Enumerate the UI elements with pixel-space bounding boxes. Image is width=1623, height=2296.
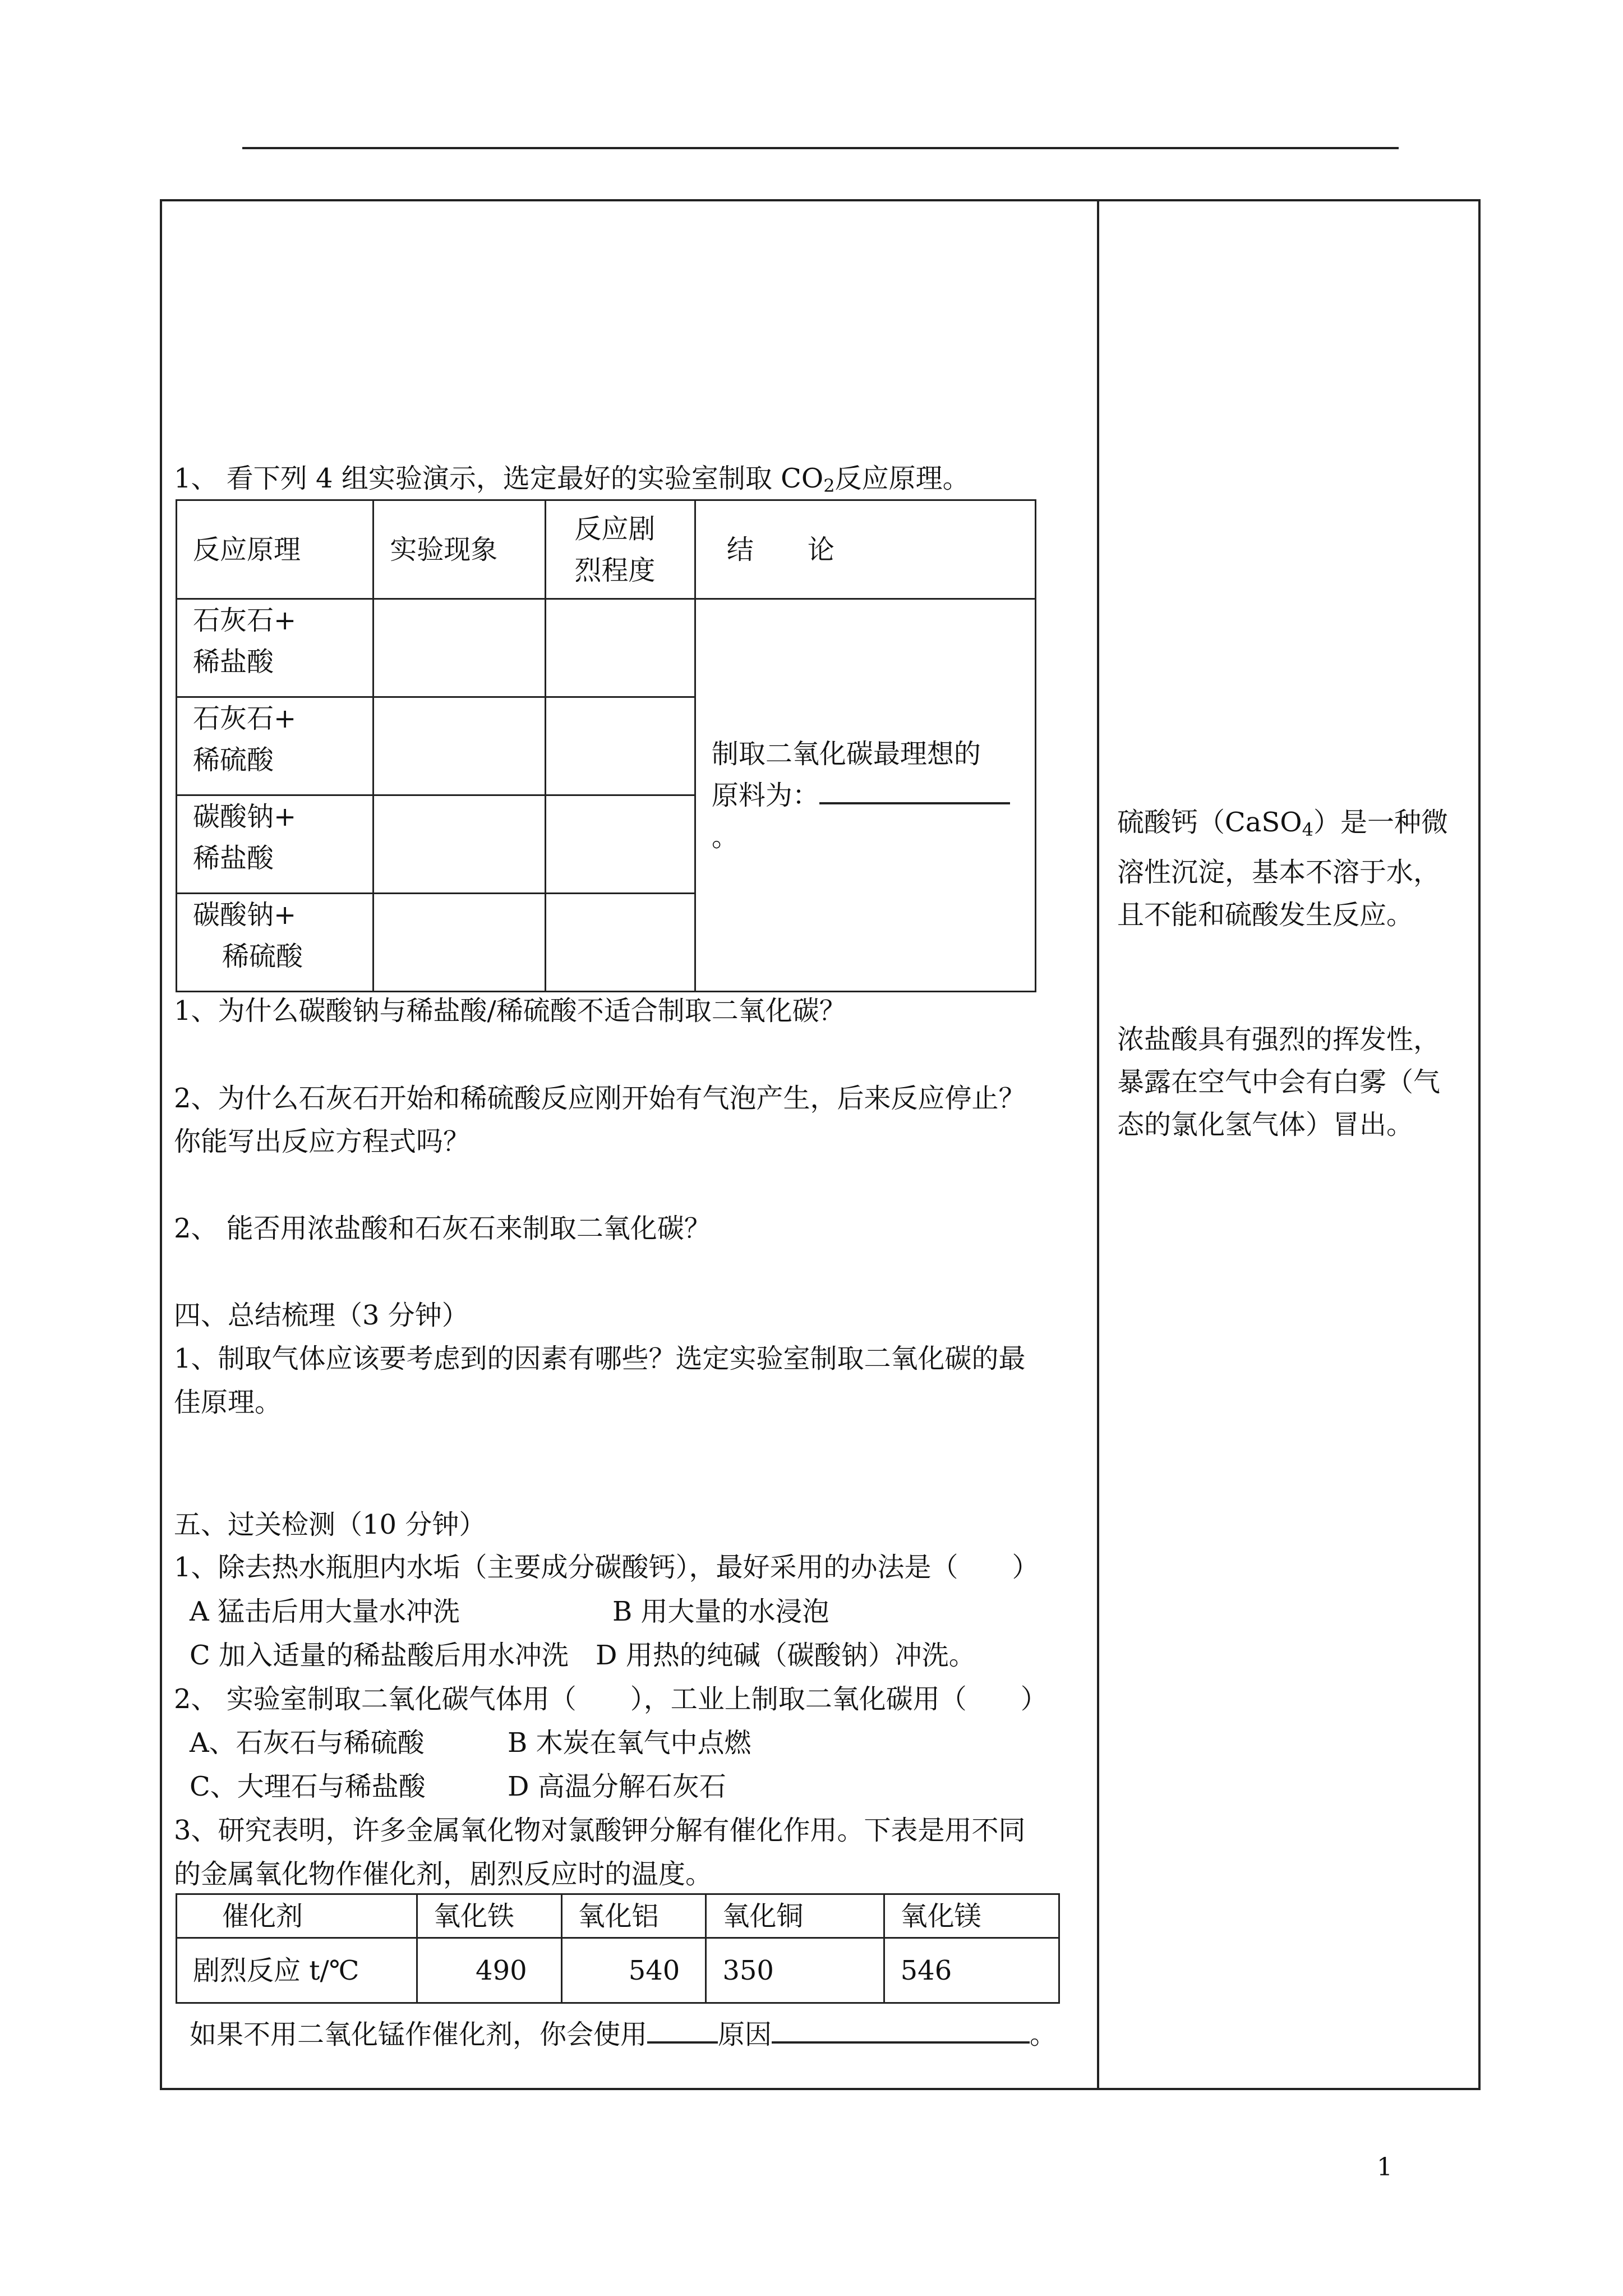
cell-line: 碳酸钠+ bbox=[193, 899, 297, 931]
final-question-text: 如果不用二氧化锰作催化剂，你会使用 bbox=[190, 2019, 648, 2050]
answer-blank bbox=[819, 780, 1010, 804]
header-cell: 反应原理 bbox=[177, 500, 374, 599]
intro-text: 1、 看下列 4 组实验演示，选定最好的实验室制取 CO bbox=[174, 463, 824, 494]
test-question-1: 1、除去热水瓶胆内水垢（主要成分碳酸钙），最好采用的办法是（ ） bbox=[174, 1552, 1039, 1583]
option-a: A、石灰石与稀硫酸 bbox=[190, 1727, 425, 1759]
option-c: C、大理石与稀盐酸 bbox=[190, 1771, 426, 1802]
cell-line: 碳酸钠+ bbox=[193, 801, 297, 832]
header-cell: 氧化铜 bbox=[706, 1894, 884, 1938]
phenomenon-cell bbox=[374, 894, 546, 992]
header-cell: 催化剂 bbox=[177, 1894, 417, 1938]
table-header-row bbox=[177, 500, 1036, 599]
test-question-2: 2、 实验室制取二氧化碳气体用（ ），工业上制取二氧化碳用（ ） bbox=[174, 1683, 1048, 1715]
conclusion-label: 原料为： bbox=[711, 779, 819, 811]
header-cell bbox=[546, 500, 695, 599]
section-4-line: 1、制取气体应该要考虑到的因素有哪些？选定实验室制取二氧化碳的最 bbox=[174, 1343, 1026, 1374]
conclusion-answer-line bbox=[712, 775, 1035, 858]
answer-blank bbox=[647, 2019, 718, 2044]
intensity-cell bbox=[546, 599, 695, 697]
final-question bbox=[190, 2018, 1057, 2051]
header-cell: 结 论 bbox=[695, 500, 1035, 599]
intensity-cell bbox=[546, 697, 695, 795]
header-cell: 实验现象 bbox=[374, 500, 546, 599]
table-row bbox=[177, 599, 1036, 697]
row-label: 剧烈反应 t/℃ bbox=[177, 1938, 417, 2003]
cell-line: 石灰石+ bbox=[193, 605, 297, 636]
value-cell: 350 bbox=[706, 1938, 884, 2003]
test-question-3: 3、研究表明，许多金属氧化物对氯酸钾分解有催化作用。下表是用不同 bbox=[174, 1815, 1026, 1846]
intensity-cell bbox=[546, 894, 695, 992]
phenomenon-cell bbox=[374, 795, 546, 894]
value-cell: 490 bbox=[417, 1938, 561, 2003]
header-cell: 氧化镁 bbox=[884, 1894, 1059, 1938]
option-a: A 猛击后用大量水冲洗 bbox=[190, 1596, 460, 1627]
side-note-calcium-sulfate bbox=[1117, 801, 1465, 936]
cell-line: 稀硫酸 bbox=[193, 744, 274, 776]
table-header-row bbox=[177, 1894, 1059, 1938]
value-cell: 540 bbox=[561, 1938, 706, 2003]
column-divider bbox=[1097, 199, 1099, 2090]
cell-line: 稀盐酸 bbox=[193, 843, 274, 874]
intensity-cell bbox=[546, 795, 695, 894]
reaction-cell bbox=[177, 795, 374, 894]
phenomenon-cell bbox=[374, 599, 546, 697]
cell-line: 稀硫酸 bbox=[222, 941, 303, 972]
reaction-cell bbox=[177, 599, 374, 697]
answer-blank bbox=[772, 2019, 1030, 2044]
reaction-cell bbox=[177, 894, 374, 992]
header-cell: 氧化铁 bbox=[417, 1894, 561, 1938]
catalyst-table bbox=[176, 1893, 1060, 2004]
so4-subscript: 4 bbox=[1302, 819, 1313, 840]
page-number: 1 bbox=[1377, 2153, 1393, 2182]
header-line: 反应剧 bbox=[574, 513, 656, 545]
question-1: 1、为什么碳酸钠与稀盐酸/稀硫酸不适合制取二氧化碳？ bbox=[174, 995, 846, 1027]
test-question-3-cont: 的金属氧化物作催化剂，剧烈反应时的温度。 bbox=[174, 1858, 713, 1890]
question-3: 2、 能否用浓盐酸和石灰石来制取二氧化碳？ bbox=[174, 1213, 711, 1244]
option-b: B 木炭在氧气中点燃 bbox=[508, 1727, 751, 1759]
conclusion-line: 制取二氧化碳最理想的 bbox=[711, 738, 981, 770]
intro-text-end: 反应原理。 bbox=[834, 463, 970, 494]
conclusion-end: 。 bbox=[711, 821, 739, 853]
cell-line: 稀盐酸 bbox=[193, 646, 274, 678]
value-cell: 546 bbox=[884, 1938, 1059, 2003]
question-2: 2、为什么石灰石开始和稀硫酸反应刚开始有气泡产生，后来反应停止？ bbox=[174, 1083, 1026, 1114]
section-4-line: 佳原理。 bbox=[174, 1387, 282, 1418]
option-d: D 高温分解石灰石 bbox=[508, 1771, 726, 1802]
conclusion-cell bbox=[695, 599, 1035, 992]
phenomenon-cell bbox=[374, 697, 546, 795]
side-note-hydrochloric-acid: 浓盐酸具有强烈的挥发性，暴露在空气中会有白雾（气态的氯化氢气体）冒出。 bbox=[1117, 1024, 1441, 1140]
side-note-text: ）是一种微溶性沉淀，基本不溶于水，且不能和硫酸发生反应。 bbox=[1117, 807, 1448, 931]
final-question-reason: 原因 bbox=[718, 2019, 772, 2050]
option-cd: C 加入适量的稀盐酸后用水冲洗 D 用热的纯碱（碳酸钠）冲洗。 bbox=[190, 1640, 976, 1671]
question-2-cont: 你能写出反应方程式吗？ bbox=[174, 1126, 471, 1157]
final-question-end: 。 bbox=[1030, 2019, 1057, 2050]
section-5-title: 五、过关检测（10 分钟） bbox=[174, 1509, 486, 1540]
option-b: B 用大量的水浸泡 bbox=[612, 1596, 829, 1627]
reaction-cell bbox=[177, 697, 374, 795]
section-4-title: 四、总结梳理（3 分钟） bbox=[174, 1300, 469, 1331]
header-cell: 氧化铝 bbox=[561, 1894, 706, 1938]
reaction-table bbox=[176, 499, 1036, 992]
question-intro bbox=[174, 462, 970, 503]
co2-subscript: 2 bbox=[823, 475, 835, 496]
cell-line: 石灰石+ bbox=[193, 703, 297, 734]
side-note-text: 硫酸钙（CaSO bbox=[1117, 807, 1302, 838]
header-line: 烈程度 bbox=[574, 554, 656, 586]
header-rule bbox=[242, 147, 1399, 149]
table-row bbox=[177, 1938, 1059, 2003]
